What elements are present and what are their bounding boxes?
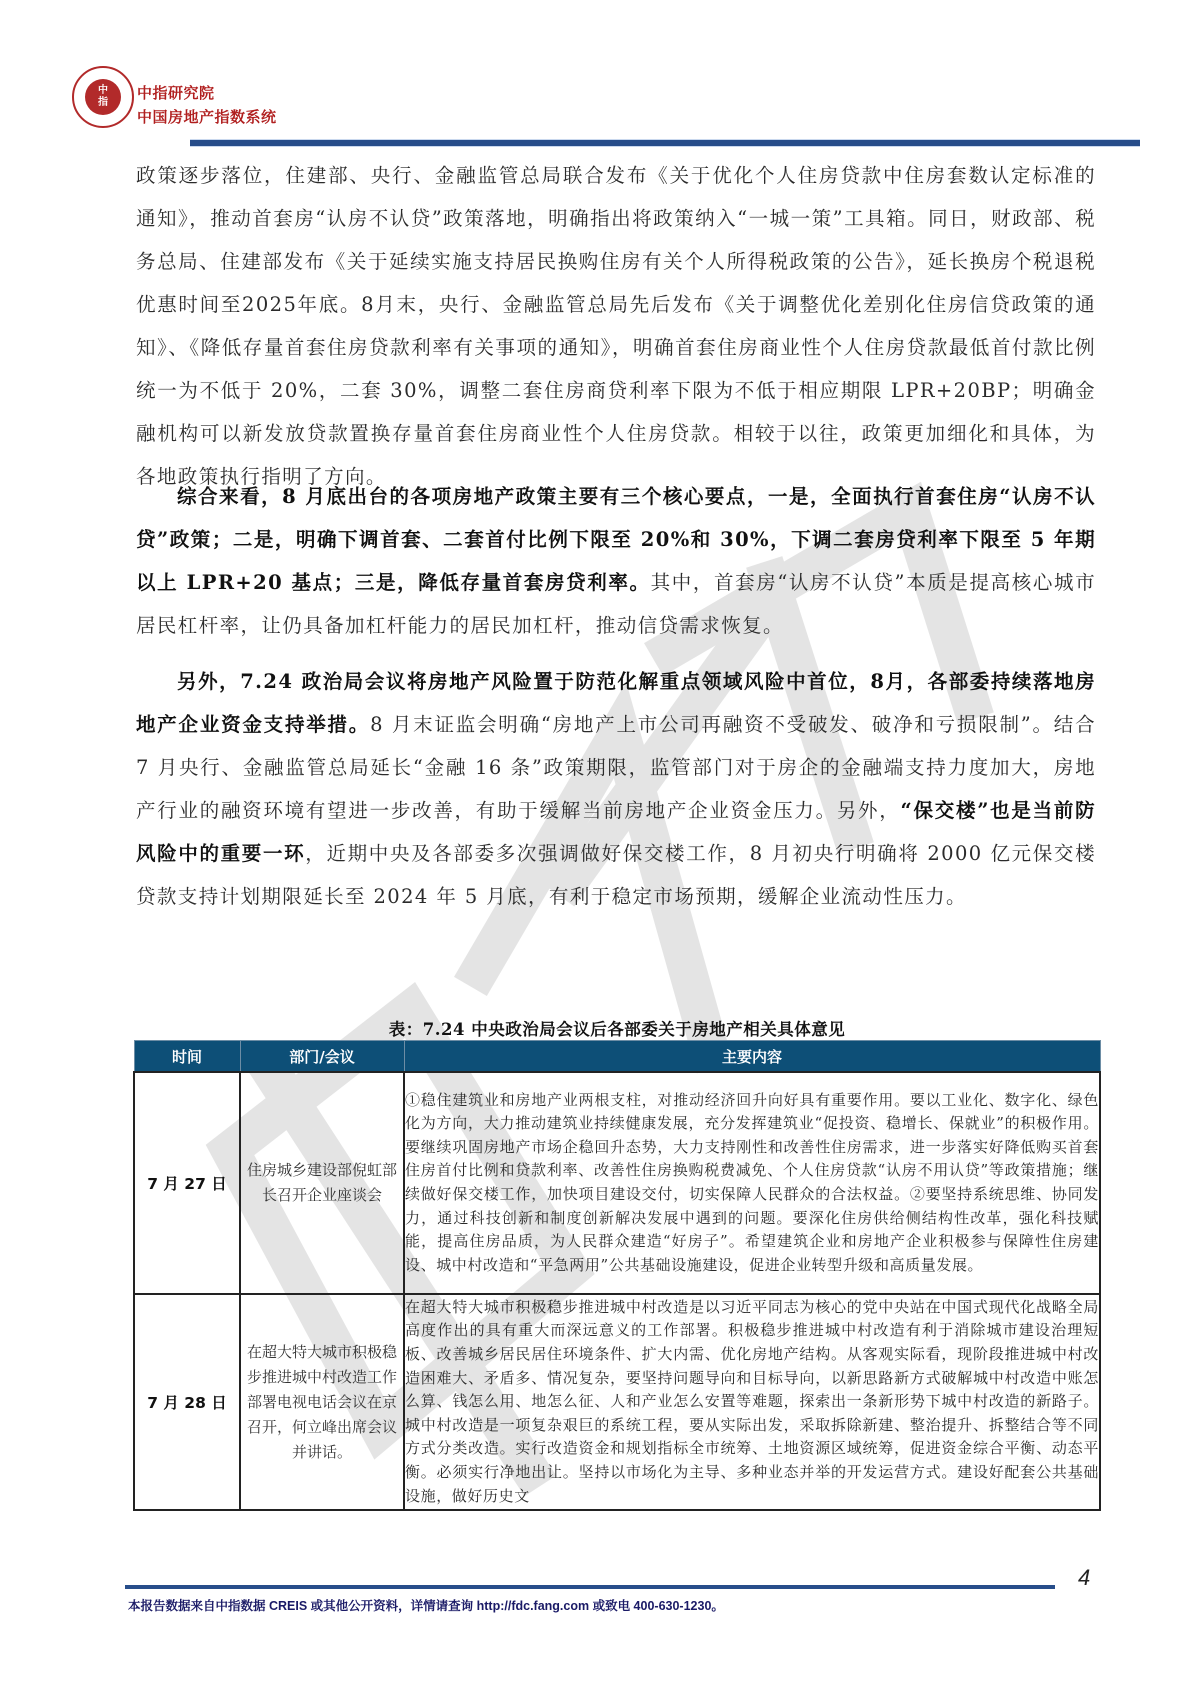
logo-mark [85,79,121,115]
cell-date: 7 月 27 日 [134,1072,240,1294]
paragraph-bold-segment: “保交楼”也是当前防风险中的重要一环 [136,799,1096,865]
footer-divider [125,1585,1055,1589]
cell-dept: 住房城乡建设部倪虹部长召开企业座谈会 [240,1072,404,1294]
logo-icon [72,66,134,128]
paragraph-bold-segment: 综合来看，8 月底出台的各项房地产政策主要有三个核心要点，一是，全面执行首套住房“认房不认贷”政策；二是，明确下调首套、二套首付比例下限至 20%和 30%，下调二套房贷利率下限至 5 年期以上 LPR+20 基点；三是，降低存量首套房贷利率。 [136,485,1096,594]
logo-char-bottom: 指 [98,97,108,108]
cell-date: 7 月 28 日 [134,1294,240,1510]
page-header [72,64,1102,154]
footer-note: 本报告数据来自中指数据 CREIS 或其他公开资料，详情请查询 http://fdc.fang.com 或致电 400-630-1230。 [128,1599,724,1613]
table-caption: 表：7.24 中央政治局会议后各部委关于房地产相关具体意见 [388,1020,846,1039]
paragraph-bold-segment: 另外，7.24 政治局会议将房地产风险置于防范化解重点领域风险中首位，8月，各部委持续落地房地产企业资金支持举措。 [136,670,1096,736]
table-row [134,1072,1100,1294]
header-date: 时间 [134,1041,240,1073]
paragraph-segment: ，近期中央及各部委多次强调做好保交楼工作，8 月初央行明确将 2000 亿元保交楼贷款支持计划期限延长至 2024 年 5 月底，有利于稳定市场预期，缓解企业流动性压力。 [136,842,1096,908]
paragraph-2 [136,475,1096,647]
paragraph-segment: 政策逐步落位，住建部、央行、金融监管总局联合发布《关于优化个人住房贷款中住房套数认定标准的通知》，推动首套房“认房不认贷”政策落地，明确指出将政策纳入“一城一策”工具箱。同日，财政部、税务总局、住建部发布《关于延续实施支持居民换购住房有关个人所得税政策的公告》，延长换房个税退税优惠时间至2025年底。8月末，央行、金融监管总局先后发布《关于调整优化差别化住房信贷政策的通知》、《降低存量首套住房贷款利率有关事项的通知》，明确首套住房商业性个人住房贷款最低首付款比例统一为不低于 20%，二套 30%，调整二套住房商贷利率下限为不低于相应期限 LPR+20BP；明确金融机构可以新发放贷款置换存量首套住房商业性个人住房贷款。相较于以往，政策更加细化和具体，为各地政策执行指明了方向。 [136,164,1096,488]
header-dept: 部门/会议 [240,1041,404,1073]
paragraph-text [136,660,1096,918]
page-number: 4 [1078,1565,1091,1590]
header-divider [190,140,1140,146]
table-row [134,1294,1100,1510]
system-name: 中国房地产指数系统 [137,108,277,126]
logo-char-top: 中 [98,85,108,96]
paragraph-text [136,154,1096,498]
cell-content: ①稳住建筑业和房地产业两根支柱，对推动经济回升向好具有重要作用。要以工业化、数字化、绿色化为方向，大力推动建筑业持续健康发展，充分发挥建筑业“促投资、稳增长、保就业”的积极作用。要继续巩固房地产市场企稳回升态势，大力支持刚性和改善性住房需求，进一步落实好降低购买首套住房首付比例和贷款利率、改善性住房换购税费减免、个人住房贷款“认房不用认贷”等政策措施；继续做好保交楼工作，加快项目建设交付，切实保障人民群众的合法权益。②要坚持系统思维、协同发力，通过科技创新和制度创新解决发展中遇到的问题。要深化住房供给侧结构性改革，强化科技赋能，提高住房品质，为人民群众建造“好房子”。希望建筑企业和房地产企业积极参与保障性住房建设、城中村改造和“平急两用”公共基础设施建设，促进企业转型升级和高质量发展。 [404,1072,1100,1294]
paragraph-3 [136,660,1096,918]
paragraph-segment: 8 月末证监会明确“房地产上市公司再融资不受破发、破净和亏损限制”。结合 7 月央行、金融监管总局延长“金融 16 条”政策期限，监管部门对于房企的金融端支持力度加大，房地产行业的融资环境有望进一步改善，有助于缓解当前房地产企业资金压力。另外， [136,713,1096,822]
cell-content: 在超大特大城市积极稳步推进城中村改造是以习近平同志为核心的党中央站在中国式现代化战略全局高度作出的具有重大而深远意义的工作部署。积极稳步推进城中村改造有利于消除城市建设治理短板、改善城乡居民居住环境条件、扩大内需、优化房地产结构。从客观实际看，现阶段推进城中村改造困难大、矛盾多、情况复杂，要坚持问题导向和目标导向，以新思路新方式破解城中村改造中账怎么算、钱怎么用、地怎么征、人和产业怎么安置等难题，探索出一条新形势下城中村改造的新路子。城中村改造是一项复杂艰巨的系统工程，要从实际出发，采取拆除新建、整治提升、拆整结合等不同方式分类改造。实行改造资金和规划指标全市统筹、土地资源区域统筹，促进资金综合平衡、动态平衡。必须实行净地出让。坚持以市场化为主导、多种业态并举的开发运营方式。建设好配套公共基础设施，做好历史文 [404,1294,1100,1510]
paragraph-segment: 其中，首套房“认房不认贷”本质是提高核心城市居民杠杆率，让仍具备加杠杆能力的居民加杠杆，推动信贷需求恢复。 [136,571,1096,637]
paragraph-1 [136,154,1096,498]
policy-table [133,1040,1101,1511]
header-content: 主要内容 [404,1041,1100,1073]
org-name: 中指研究院 [137,84,215,102]
cell-dept: 在超大特大城市积极稳步推进城中村改造工作部署电视电话会议在京召开，何立峰出席会议并讲话。 [240,1294,404,1510]
paragraph-text [136,475,1096,647]
table-header-row [134,1041,1100,1073]
